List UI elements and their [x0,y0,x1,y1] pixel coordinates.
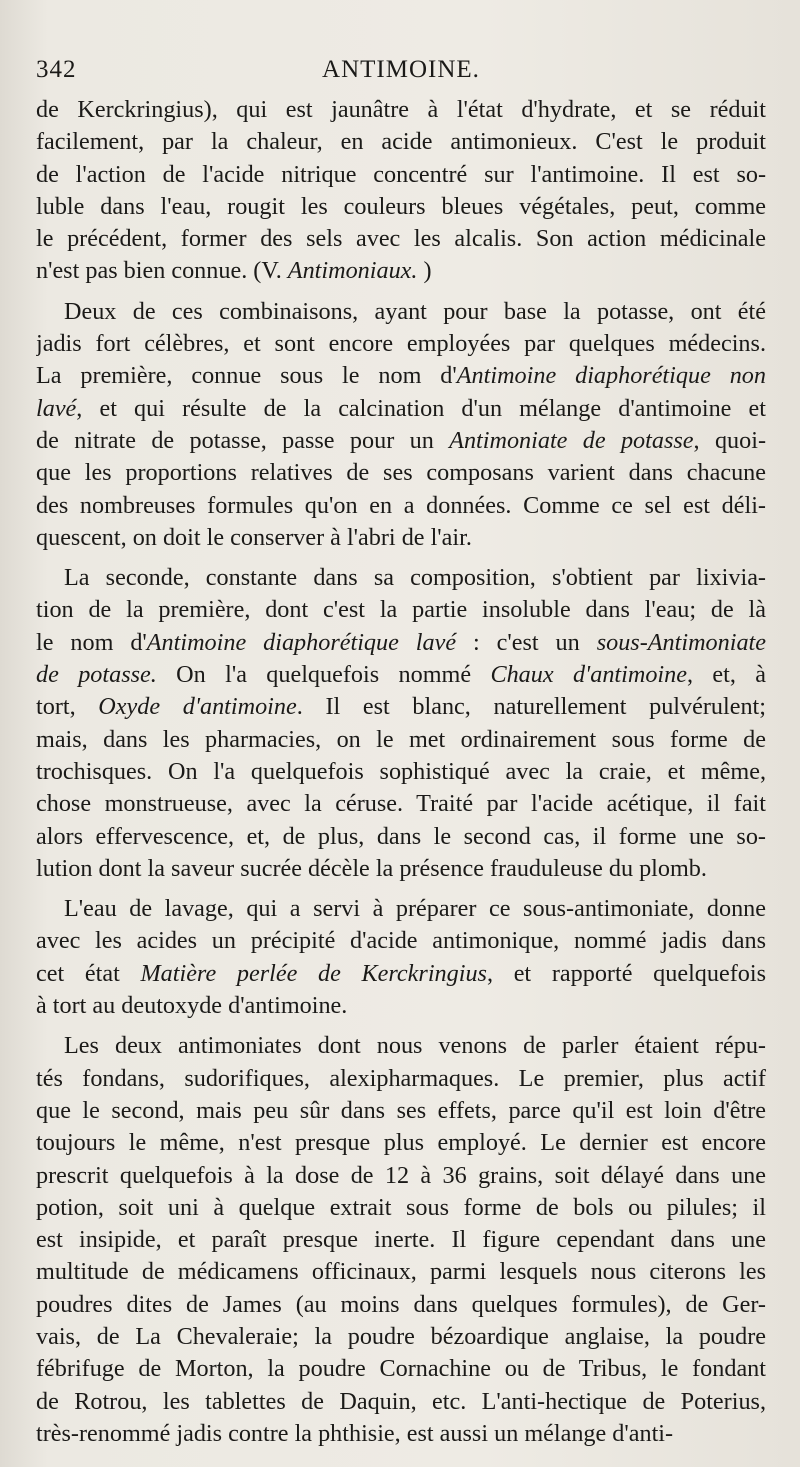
text-run: fébrifuge de Morton, la poudre Cornachine ou de Tribus, le fondant [36,1355,766,1383]
text-line [36,627,766,659]
text-run: prescrit quelquefois à la dose de 12 à 36 grains, soit délayé dans une [36,1161,766,1189]
text-run: avec les acides un précipité d'acide antimonique, nommé jadis dans [36,927,766,955]
text-line [36,958,766,990]
text-run: des nombreuses formules qu'on en a données. Comme ce sel est déli- [36,491,766,519]
text-line [36,990,766,1022]
text-run: , et, à [686,661,766,689]
text-run: potion, soit uni à quelque extrait sous forme de bols ou pilules; il [36,1193,766,1221]
italic-run: Antimoniate de potasse [449,426,694,454]
text-line [36,925,766,957]
italic-run: Matière perlée de Kerckringius [140,959,487,987]
text-line [36,1289,766,1321]
body-text [36,94,766,1450]
text-run: le nom d' [36,628,147,656]
text-line [36,1353,766,1385]
italic-run: Antimoniaux. [287,257,418,285]
text-line [36,788,766,820]
text-line [36,659,766,691]
italic-run: lavé [36,394,77,422]
italic-run: de potasse. [36,661,157,689]
page-number: 342 [36,56,77,83]
text-line [36,853,766,885]
text-line [36,490,766,522]
text-run: vais, de La Chevaleraie; la poudre bézoardique anglaise, la poudre [36,1322,766,1350]
text-run: L'eau de lavage, qui a servi à préparer ce sous-antimoniate, donne [64,895,766,923]
text-line [36,126,766,158]
text-run: que le second, mais peu sûr dans ses effets, parce qu'il est loin d'être [36,1096,766,1124]
text-run: Deux de ces combinaisons, ayant pour base la potasse, ont été [64,297,766,325]
text-line [36,562,766,594]
text-run: facilement, par la chaleur, en acide antimonieux. C'est le produit [36,128,766,156]
text-line [36,1256,766,1288]
text-run: mais, dans les pharmacies, on le met ordinairement sous forme de [36,725,766,753]
text-run: poudres dites de James (au moins dans quelques formules), de Ger- [36,1290,766,1318]
text-run: La première, connue sous le nom d' [36,362,457,390]
text-line [36,457,766,489]
paragraph [36,893,766,1022]
text-run: La seconde, constante dans sa composition, s'obtient par lixivia- [64,564,766,592]
italic-run: sous-Antimoniate [596,628,766,656]
text-run: très-renommé jadis contre la phthisie, est aussi un mélange d'anti- [36,1419,674,1447]
text-run: à tort au deutoxyde d'antimoine. [36,992,348,1020]
text-run: tion de la première, dont c'est la partie insoluble dans l'eau; de là [36,596,766,624]
text-line [36,1192,766,1224]
text-run: tort, [36,693,99,721]
text-run: lution dont la saveur sucrée décèle la présence frauduleuse du plomb. [36,854,707,882]
text-line [36,296,766,328]
text-line [36,1127,766,1159]
text-line [36,223,766,255]
text-run: jadis fort célèbres, et sont encore employées par quelques médecins. [36,330,766,358]
text-run: de nitrate de potasse, passe pour un [36,426,450,454]
text-run: tés fondans, sudorifiques, alexipharmaques. Le premier, plus actif [36,1064,766,1092]
text-line [36,1063,766,1095]
text-line [36,393,766,425]
text-line [36,425,766,457]
text-run: On l'a quelquefois nommé [156,661,491,689]
text-line [36,724,766,756]
text-line [36,1224,766,1256]
text-run: que les proportions relatives de ses composans varient dans chacune [36,459,766,487]
text-run: , et rapporté quelquefois [486,959,766,987]
text-run: toujours le même, n'est presque plus employé. Le dernier est encore [36,1129,766,1157]
running-title: ANTIMOINE. [322,56,480,83]
text-run: le précédent, former des sels avec les alcalis. Son action médicinale [36,225,766,253]
text-line [36,1030,766,1062]
text-run: , quoi- [693,426,766,454]
italic-run: Chaux d'antimoine [490,661,687,689]
text-run: ) [417,257,432,285]
text-line [36,1095,766,1127]
text-run: alors effervescence, et, de plus, dans le second cas, il forme une so- [36,822,766,850]
text-run: de Kerckringius), qui est jaunâtre à l'état d'hydrate, et se réduit [36,96,766,123]
text-line [36,328,766,360]
italic-run: Antimoine diaphorétique non [456,362,766,390]
paragraph [36,1030,766,1450]
page-header [36,52,766,94]
paragraph [36,562,766,885]
text-line [36,594,766,626]
text-line [36,159,766,191]
text-run: de l'action de l'acide nitrique concentré sur l'antimoine. Il est so- [36,160,766,188]
paragraph [36,296,766,554]
text-line [36,756,766,788]
text-line [36,691,766,723]
text-line [36,1386,766,1418]
text-line [36,255,766,287]
text-line [36,191,766,223]
italic-run: Oxyde d'antimoine [98,693,297,721]
text-run: : c'est un [456,628,597,656]
text-line [36,1418,766,1450]
paragraph [36,94,766,288]
text-line [36,1160,766,1192]
text-run: n'est pas bien connue. (V. [36,257,288,285]
text-line [36,821,766,853]
text-run: est insipide, et paraît presque inerte. Il figure cependant dans une [36,1226,766,1254]
text-run: chose monstrueuse, avec la céruse. Traité par l'acide acétique, il fait [36,790,766,818]
text-line [36,94,766,126]
text-run: Les deux antimoniates dont nous venons de parler étaient répu- [64,1032,766,1060]
text-run: trochisques. On l'a quelquefois sophistiqué avec la craie, et même, [36,757,766,785]
text-run: luble dans l'eau, rougit les couleurs bleues végétales, peut, comme [36,192,766,220]
text-line [36,1321,766,1353]
text-run: de Rotrou, les tablettes de Daquin, etc. L'anti-hectique de Poterius, [36,1387,766,1415]
text-run: quescent, on doit le conserver à l'abri de l'air. [36,523,472,551]
text-run: , et qui résulte de la calcination d'un mélange d'antimoine et [76,394,766,422]
text-line [36,893,766,925]
text-run: cet état [36,959,141,987]
italic-run: Antimoine diaphorétique lavé [146,628,457,656]
text-run: . Il est blanc, naturellement pulvérulent; [296,693,766,721]
text-run: multitude de médicamens officinaux, parmi lesquels nous citerons les [36,1258,766,1286]
text-line [36,522,766,554]
text-line [36,360,766,392]
